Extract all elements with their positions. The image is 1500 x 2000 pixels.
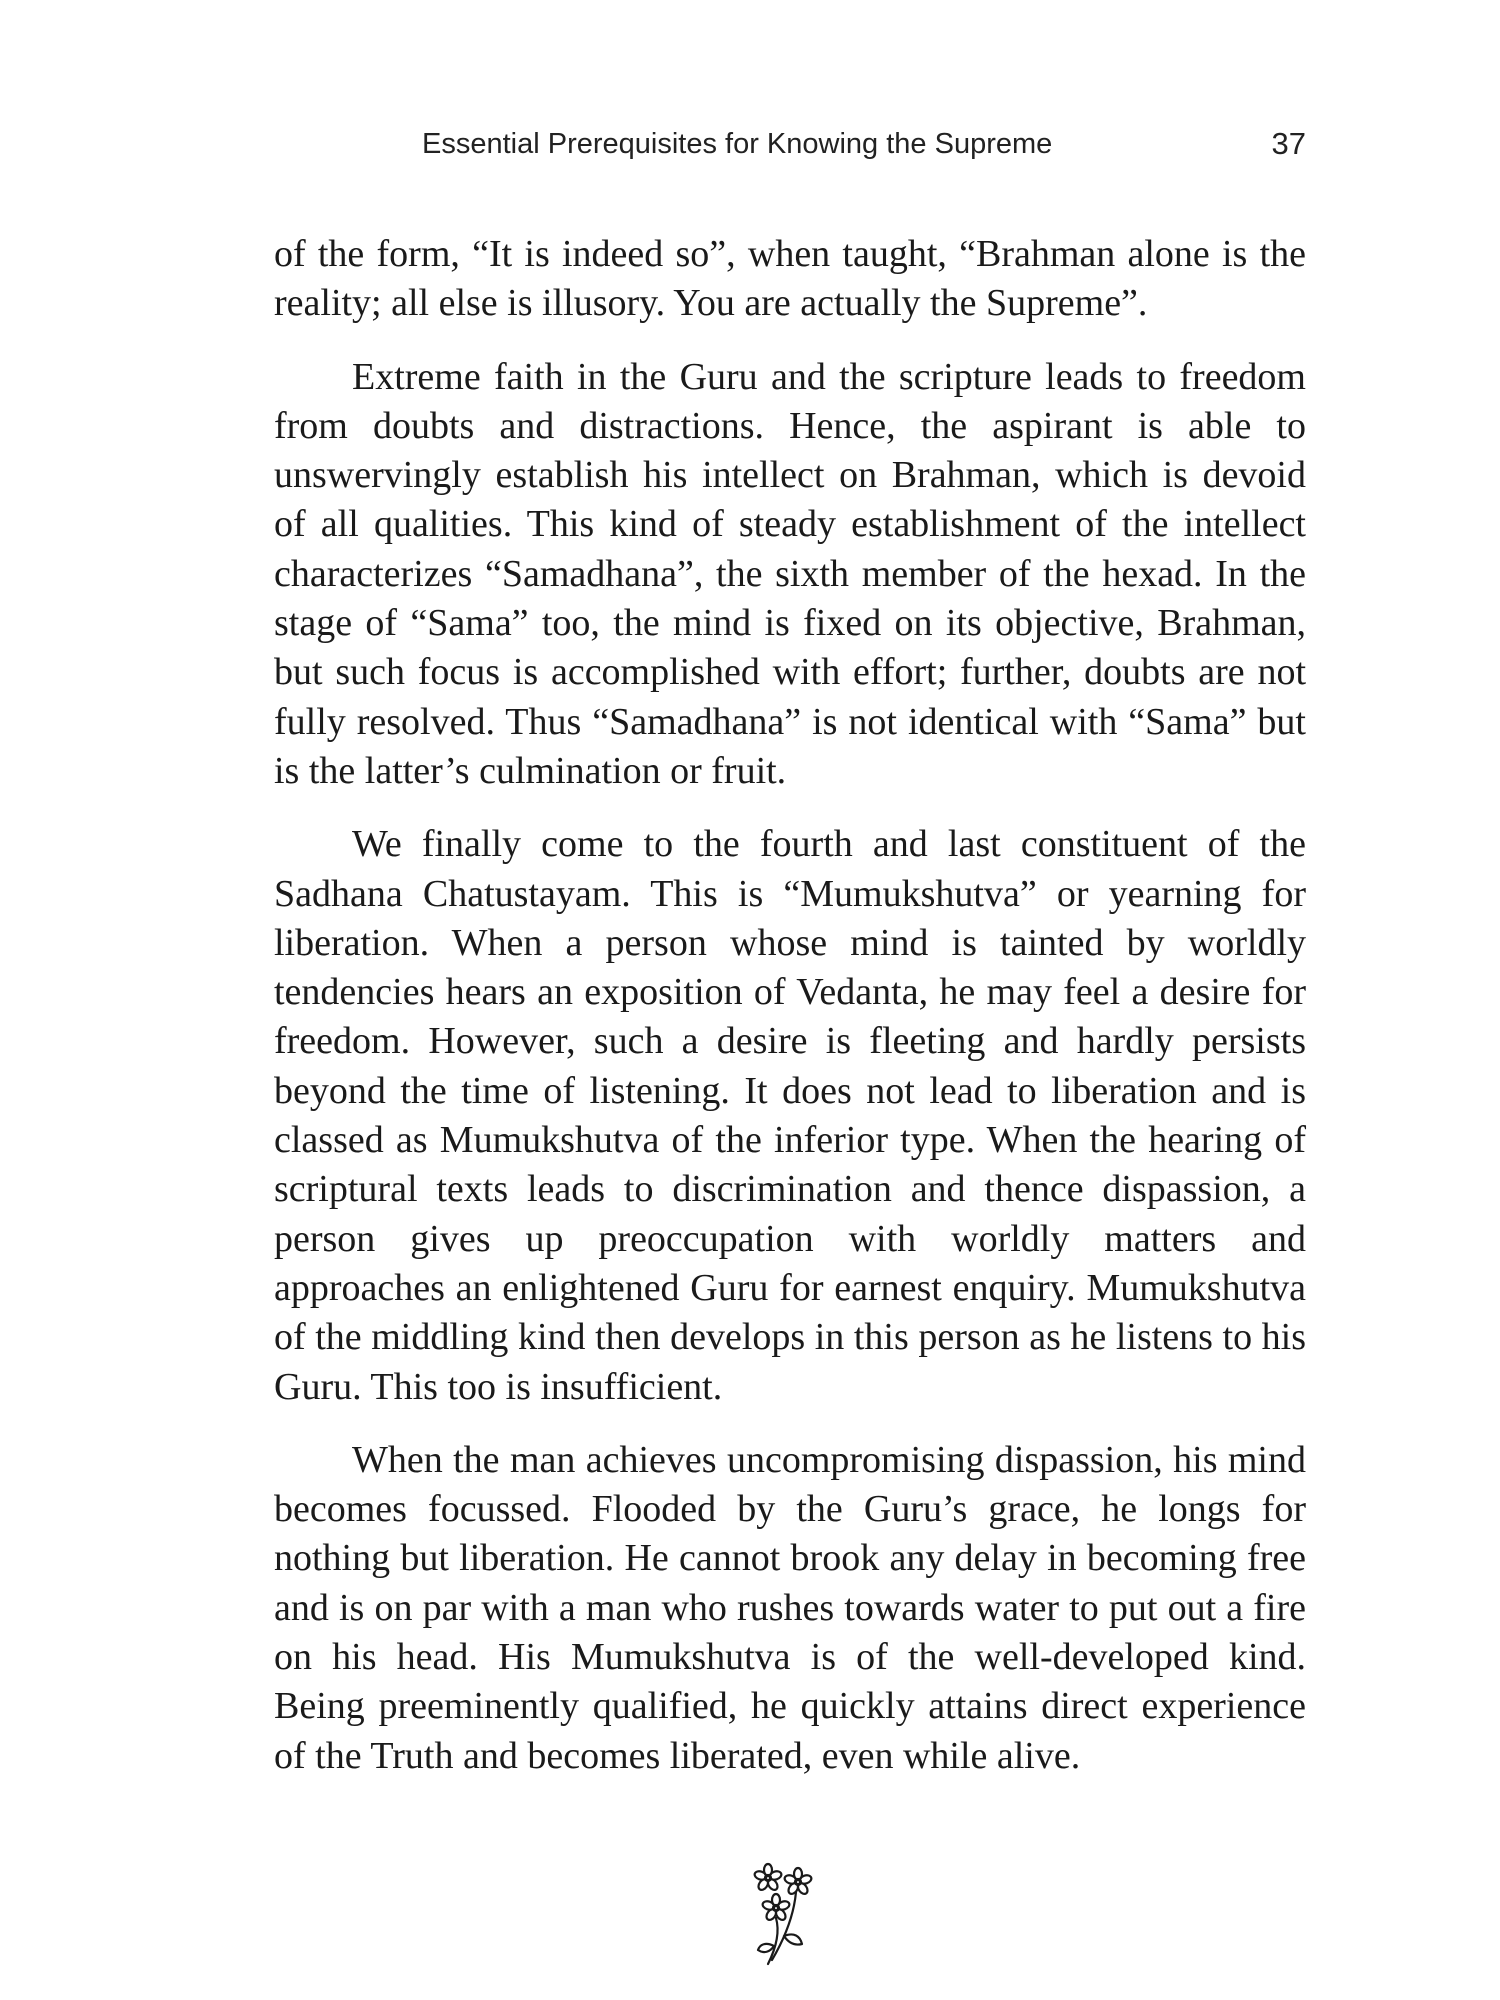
paragraph-continued: of the form, “It is indeed so”, when taught, “Brahman alone is the reality; all else is illusory. You are actually the Supreme”. <box>274 233 1306 325</box>
running-header <box>274 122 1314 170</box>
body-text <box>274 230 1306 1805</box>
flower-ornament-icon <box>750 1862 822 1970</box>
running-title: Essential Prerequisites for Knowing the Supreme <box>422 128 1053 160</box>
paragraph-liberation: When the man achieves uncompromising dispassion, his mind becomes focussed. Flooded by the Guru’s grace, he longs for nothing but liberation. He cannot brook any delay in becoming free and is on par with a man who rushes towards water to put out a fire on his head. His Mumukshutva is of the well-developed kind. Being preeminently qualified, he quickly attains direct experience of the Truth and becomes liberated, even while alive. <box>274 1438 1306 1777</box>
paragraph-mumukshutva: We finally come to the fourth and last constituent of the Sadhana Chatustayam. This is “Mumukshutva” or yearning for liberation. When a person whose mind is tainted by worldly tendencies hears an exposition of Vedanta, he may feel a desire for freedom. However, such a desire is fleeting and hardly persists beyond the time of listening. It does not lead to liberation and is classed as Mumukshutva of the inferior type. When the hearing of scriptural texts leads to discrimination and thence dispassion, a person gives up preoccupation with worldly matters and approaches an enlightened Guru for earnest enquiry. Mumukshutva of the middling kind then develops in this person as he listens to his Guru. This too is insufficient. <box>274 823 1306 1408</box>
page-number: 37 <box>1271 126 1306 161</box>
paragraph-samadhana: Extreme faith in the Guru and the scripture leads to freedom from doubts and distractions. Hence, the aspirant is able to unswervingly establish his intellect on Brahman, which is devoid of all qualities. This kind of steady establishment of the intellect characterizes “Samadhana”, the sixth member of the hexad. In the stage of “Sama” too, the mind is fixed on its objective, Brahman, but such focus is accomplished with effort; further, doubts are not fully resolved. Thus “Samadhana” is not identical with “Sama” but is the latter’s culmination or fruit. <box>274 355 1306 792</box>
